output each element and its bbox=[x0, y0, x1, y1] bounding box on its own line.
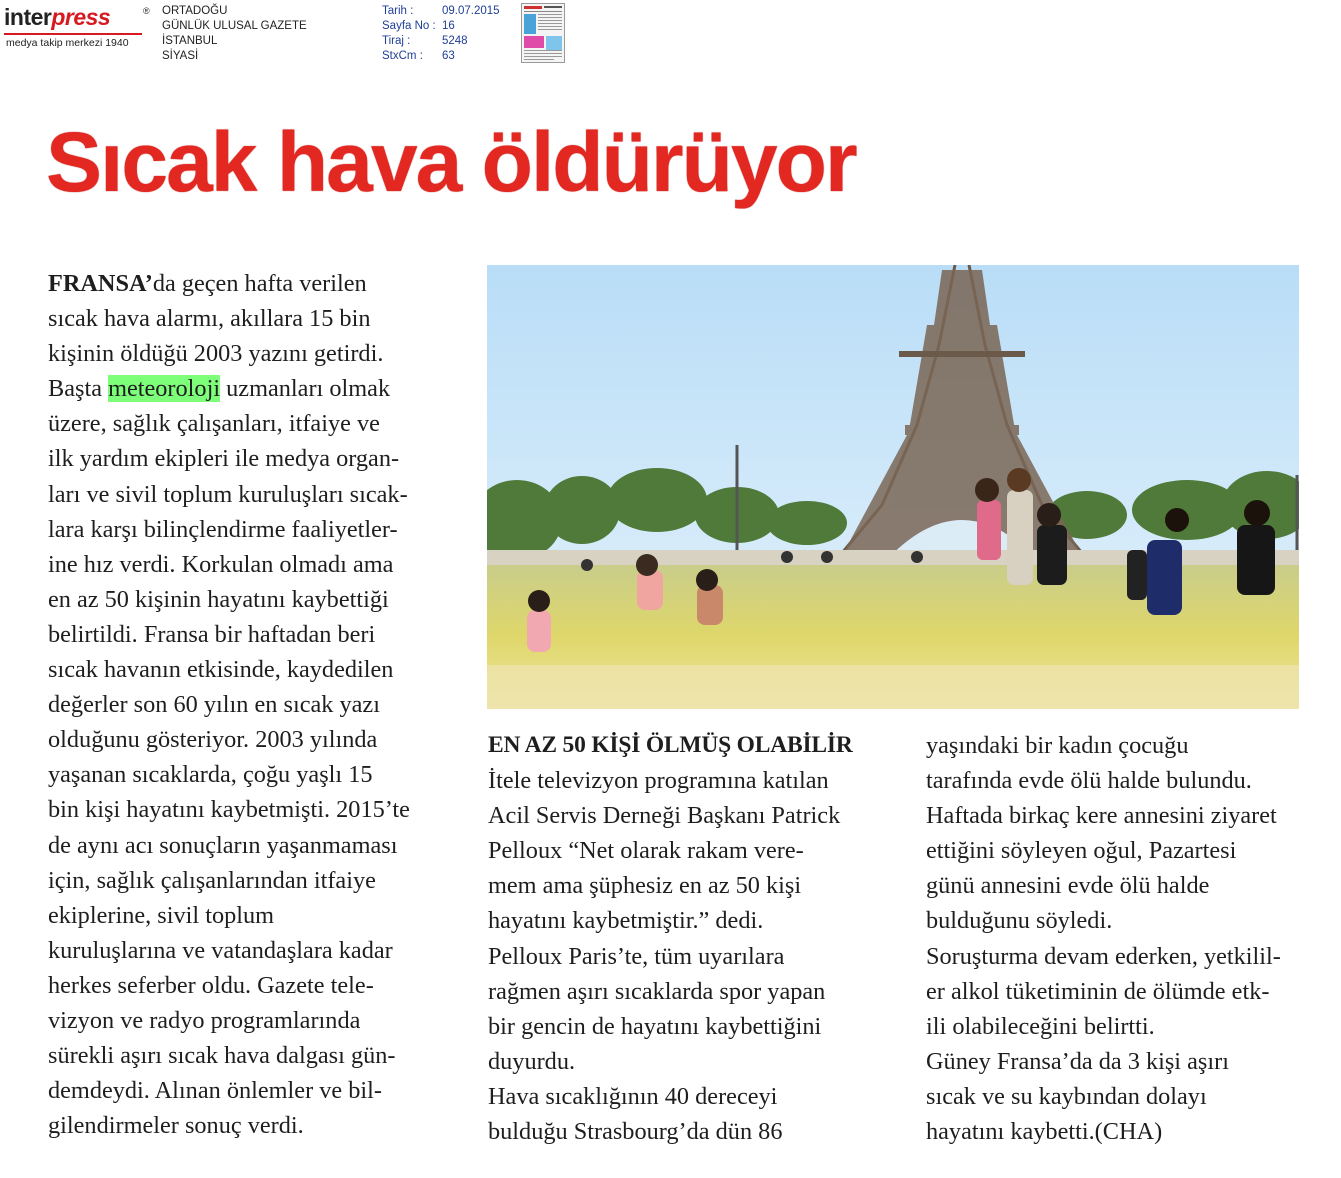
column-line: Hava sıcaklığının 40 dereceyi bbox=[488, 1082, 778, 1110]
lead-word: FRANSA’ bbox=[48, 270, 153, 297]
publication-info bbox=[162, 4, 307, 64]
column-line: demdeydi. Alınan önlemler ve bil- bbox=[48, 1077, 382, 1105]
logo-tagline: medya takip merkezi 1940 bbox=[6, 37, 129, 49]
column-line: hayatını kaybetti.(CHA) bbox=[926, 1118, 1163, 1146]
logo-wordmark: interpress bbox=[4, 4, 111, 30]
column-line: Başta meteoroloji uzmanları olmak bbox=[48, 375, 391, 403]
column-line: ili olabileceğini belirtti. bbox=[926, 1012, 1155, 1040]
column-line: bulduğunu söyledi. bbox=[926, 907, 1113, 935]
column-line: bir gencin de hayatını kaybettiğini bbox=[488, 1012, 822, 1040]
column-line: lara karşı bilinçlendirme faaliyetler- bbox=[48, 515, 398, 543]
article-photo bbox=[487, 265, 1299, 709]
column-line: Pelloux Paris’te, tüm uyarılara bbox=[488, 942, 785, 970]
column-line: Pelloux “Net olarak rakam vere- bbox=[488, 837, 804, 865]
column-line: duyurdu. bbox=[488, 1047, 576, 1075]
column-line: sıcak ve su kaybından dolayı bbox=[926, 1082, 1207, 1110]
highlighted-keyword: meteoroloji bbox=[108, 375, 221, 403]
column-line: ları ve sivil toplum kuruluşları sıcak- bbox=[48, 480, 408, 508]
column-line: ettiğini söyleyen oğul, Pazartesi bbox=[926, 837, 1237, 865]
clipping-meta bbox=[382, 4, 512, 64]
publication-category: SİYASİ bbox=[162, 50, 199, 62]
column-line: kuruluşlarına ve vatandaşlara kadar bbox=[48, 936, 393, 964]
column-line: de aynı acı sonuçların yaşanmaması bbox=[48, 831, 398, 859]
column-line: bin kişi hayatını kaybetmişti. 2015’te bbox=[48, 796, 410, 824]
column-line: yaşanan sıcaklarda, çoğu yaşlı 15 bbox=[48, 761, 373, 789]
article-subheading: EN AZ 50 KİŞİ ÖLMÜŞ OLABİLİR bbox=[488, 732, 853, 758]
publication-city: İSTANBUL bbox=[162, 35, 218, 47]
column-line: ekiplerine, sivil toplum bbox=[48, 901, 275, 929]
interpress-logo bbox=[4, 4, 152, 48]
column-line: bulduğu Strasbourg’da dün 86 bbox=[488, 1118, 783, 1146]
column-line: en az 50 kişinin hayatını kaybettiği bbox=[48, 585, 389, 613]
column-line: gilendirmeler sonuç verdi. bbox=[48, 1112, 304, 1140]
column-line: üzere, sağlık çalışanları, itfaiye ve bbox=[48, 410, 380, 438]
column-line: tarafında evde ölü halde bulundu. bbox=[926, 767, 1252, 795]
meta-row-stxcm: StxCm : 63 bbox=[382, 50, 455, 62]
column-line: kişinin öldüğü 2003 yazını getirdi. bbox=[48, 340, 384, 368]
publication-type: GÜNLÜK ULUSAL GAZETE bbox=[162, 20, 307, 32]
column-line: FRANSA’da geçen hafta verilen bbox=[48, 270, 367, 297]
meta-row-circulation: Tiraj : 5248 bbox=[382, 35, 468, 47]
column-line: için, sağlık çalışanlarından itfaiye bbox=[48, 866, 376, 894]
column-line: Haftada birkaç kere annesini ziyaret bbox=[926, 802, 1277, 830]
column-line: sıcak havanın etkisinde, kaydedilen bbox=[48, 656, 394, 684]
column-line: herkes seferber oldu. Gazete tele- bbox=[48, 971, 374, 999]
column-line: günü annesini evde ölü halde bbox=[926, 872, 1210, 900]
column-line: olduğunu gösteriyor. 2003 yılında bbox=[48, 726, 378, 754]
article-column-1 bbox=[48, 266, 410, 1143]
column-line: Soruşturma devam ederken, yetkilil- bbox=[926, 942, 1281, 970]
column-line: Acil Servis Derneği Başkanı Patrick bbox=[488, 802, 841, 830]
page-thumbnail[interactable] bbox=[521, 3, 565, 63]
column-line: er alkol tüketiminin de ölümde etk- bbox=[926, 977, 1270, 1005]
column-line: ine hız verdi. Korkulan olmadı ama bbox=[48, 550, 394, 578]
column-line: ilk yardım ekipleri ile medya organ- bbox=[48, 445, 400, 473]
column-line: değerler son 60 yılın en sıcak yazı bbox=[48, 691, 380, 719]
article-column-2 bbox=[488, 728, 853, 1149]
meta-row-page: Sayfa No : 16 bbox=[382, 20, 455, 32]
column-line: sürekli aşırı sıcak hava dalgası gün- bbox=[48, 1042, 396, 1070]
column-line: Güney Fransa’da da 3 kişi aşırı bbox=[926, 1047, 1229, 1075]
column-line: rağmen aşırı sıcaklarda spor yapan bbox=[488, 977, 826, 1005]
column-line: hayatını kaybetmiştir.” dedi. bbox=[488, 907, 764, 935]
logo-underline bbox=[4, 33, 142, 35]
column-line: vizyon ve radyo programlarında bbox=[48, 1006, 361, 1034]
column-line: yaşındaki bir kadın çocuğu bbox=[926, 732, 1189, 759]
column-line: belirtildi. Fransa bir haftadan beri bbox=[48, 620, 376, 648]
article-headline: Sıcak hava öldürüyor bbox=[46, 115, 856, 209]
meta-row-date: Tarih : 09.07.2015 bbox=[382, 5, 500, 17]
column-line: İtele televizyon programına katılan bbox=[488, 767, 829, 795]
publication-name: ORTADOĞU bbox=[162, 5, 228, 17]
column-line: mem ama şüphesiz en az 50 kişi bbox=[488, 872, 802, 900]
article-column-3 bbox=[926, 728, 1281, 1149]
column-line: sıcak hava alarmı, akıllara 15 bin bbox=[48, 305, 371, 333]
registered-mark: ® bbox=[143, 6, 150, 16]
